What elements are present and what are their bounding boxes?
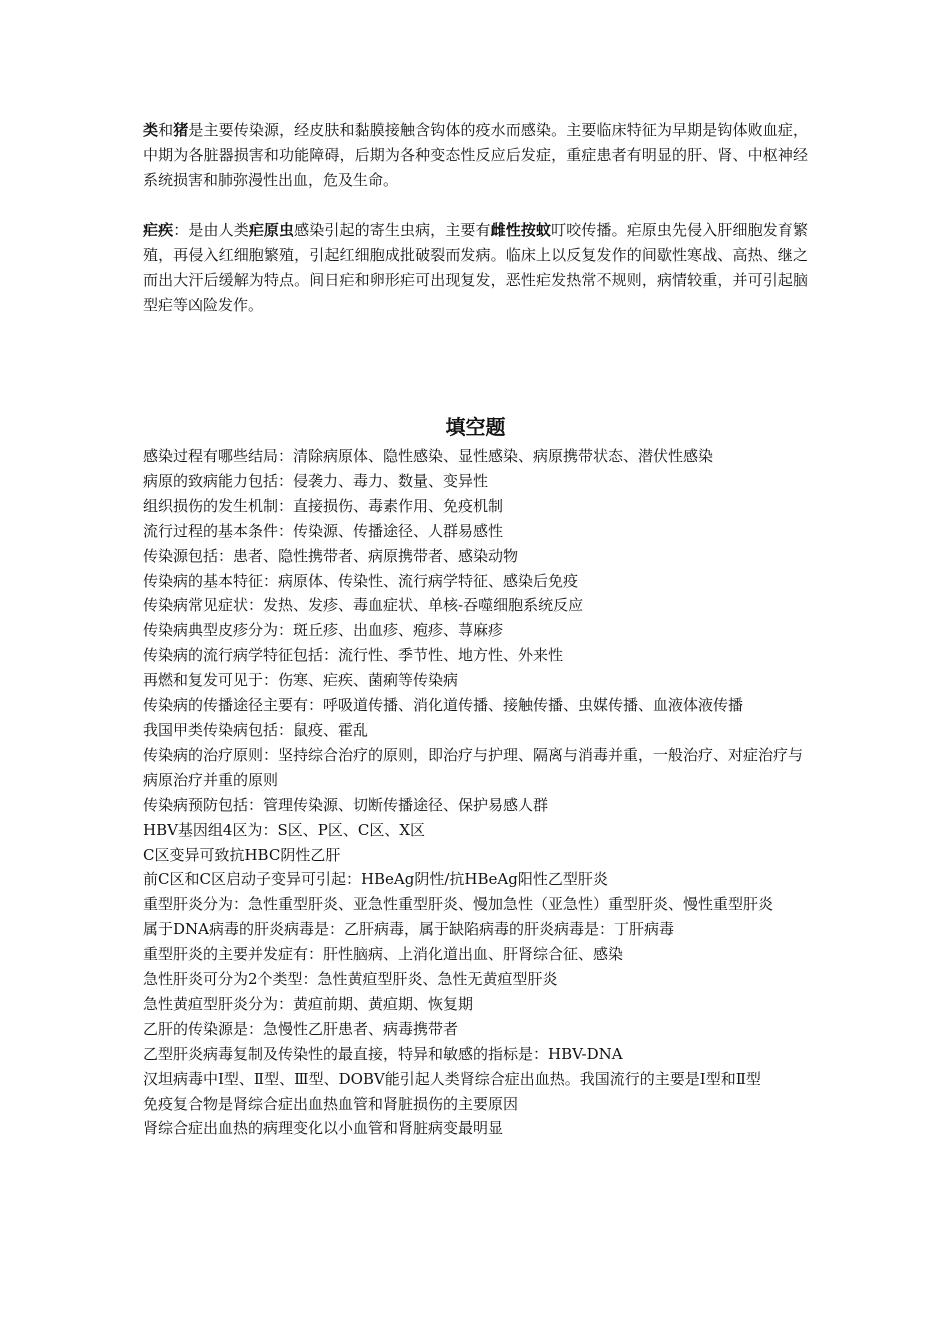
list-item: 流行过程的基本条件：传染源、传播途径、人群易感性 [143, 521, 504, 540]
bold-term: 雌性按蚊 [490, 221, 552, 239]
list-item: 传染病的基本特征：病原体、传染性、流行病学特征、感染后免疫 [143, 571, 579, 590]
paragraph-spacer [143, 193, 808, 218]
paragraph-text: 叮咬传播。疟原虫先侵入肝细胞发育繁殖，再侵入红细胞繁殖，引起红细胞成批破裂而发病。临床上以反复发作的间歇性寒战、高热、继之而出大汗后缓解为特点。间日疟和卵形疟可出现复发，恶性疟发热常不规则，病情较重，并可引起脑型疟等凶险发作。 [143, 221, 808, 314]
bold-term: 疟疾 [143, 221, 174, 239]
bold-term: 猪 [173, 121, 189, 139]
paragraph-text: 和 [158, 121, 174, 139]
list-item: 急性肝炎可分为2个类型：急性黄疸型肝炎、急性无黄疸型肝炎 [143, 970, 558, 989]
paragraph-text: 是主要传染源，经皮肤和黏膜接触含钩体的疫水而感染。主要临床特征为早期是钩体败血症，中期为各脏器损害和功能障碍，后期为各种变态性反应后发症，重症患者有明显的肝、肾、中枢神经系统损害和肺弥漫性出血，危及生命。 [143, 121, 808, 189]
list-item: 属于DNA病毒的肝炎病毒是：乙肝病毒，属于缺陷病毒的肝炎病毒是：丁肝病毒 [143, 920, 674, 939]
list-item: 传染源包括：患者、隐性携带者、病原携带者、感染动物 [143, 546, 519, 565]
list-item: 病原的致病能力包括：侵袭力、毒力、数量、变异性 [143, 471, 489, 490]
fill-in-list [143, 444, 808, 1141]
document-page [143, 118, 808, 1141]
list-item: 汉坦病毒中Ⅰ型、Ⅱ型、Ⅲ型、DOBV能引起人类肾综合症出血热。我国流行的主要是Ⅰ型和Ⅱ型 [143, 1069, 761, 1088]
list-item: 传染病常见症状：发热、发疹、毒血症状、单核-吞噬细胞系统反应 [143, 596, 584, 615]
list-item: 重型肝炎分为：急性重型肝炎、亚急性重型肝炎、慢加急性（亚急性）重型肝炎、慢性重型肝炎 [143, 895, 774, 914]
list-item: 传染病的流行病学特征包括：流行性、季节性、地方性、外来性 [143, 646, 564, 665]
list-item: C区变异可致抗HBC阴性乙肝 [143, 845, 341, 864]
list-item: 乙型肝炎病毒复制及传染性的最直接，特异和敏感的指标是：HBV-DNA [143, 1044, 623, 1063]
list-item: 传染病预防包括：管理传染源、切断传播途径、保护易感人群 [143, 795, 549, 814]
list-item: 感染过程有哪些结局：清除病原体、隐性感染、显性感染、病原携带状态、潜伏性感染 [143, 447, 714, 465]
section-heading: 填空题 [445, 415, 506, 439]
bold-term: 类 [143, 121, 159, 139]
paragraph-text: ：是由人类 [173, 221, 249, 239]
list-item: 组织损伤的发生机制：直接损伤、毒素作用、免疫机制 [143, 496, 504, 515]
list-item: 传染病典型皮疹分为：斑丘疹、出血疹、疱疹、荨麻疹 [143, 621, 504, 640]
section-spacer [143, 318, 808, 410]
list-item: 传染病的传播途径主要有：呼吸道传播、消化道传播、接触传播、虫媒传播、血液体液传播 [143, 696, 744, 715]
list-item: 我国甲类传染病包括：鼠疫、霍乱 [143, 720, 369, 739]
list-item: 重型肝炎的主要并发症有：肝性脑病、上消化道出血、肝肾综合征、感染 [143, 945, 624, 964]
list-item: 前C区和C区启动子变异可引起：HBeAg阴性/抗HBeAg阳性乙型肝炎 [143, 870, 608, 889]
leptospirosis-paragraph [143, 118, 808, 193]
malaria-paragraph [143, 218, 808, 318]
list-item: HBV基因组4区为：S区、P区、C区、X区 [143, 820, 426, 839]
list-item: 急性黄疸型肝炎分为：黄疸前期、黄疸期、恢复期 [143, 994, 474, 1013]
list-item: 乙肝的传染源是：急慢性乙肝患者、病毒携带者 [143, 1019, 459, 1038]
list-item: 传染病的治疗原则：坚持综合治疗的原则，即治疗与护理、隔离与消毒并重，一般治疗、对症治疗与病原治疗并重的原则 [143, 745, 804, 789]
list-item: 再燃和复发可见于：伤寒、疟疾、菌痢等传染病 [143, 671, 459, 690]
paragraph-text: 感染引起的寄生虫病，主要有 [294, 221, 491, 239]
list-item: 免疫复合物是肾综合症出血热血管和肾脏损伤的主要原因 [143, 1094, 519, 1113]
bold-term: 疟原虫 [248, 221, 295, 239]
list-item: 肾综合症出血热的病理变化以小血管和肾脏病变最明显 [143, 1119, 504, 1138]
